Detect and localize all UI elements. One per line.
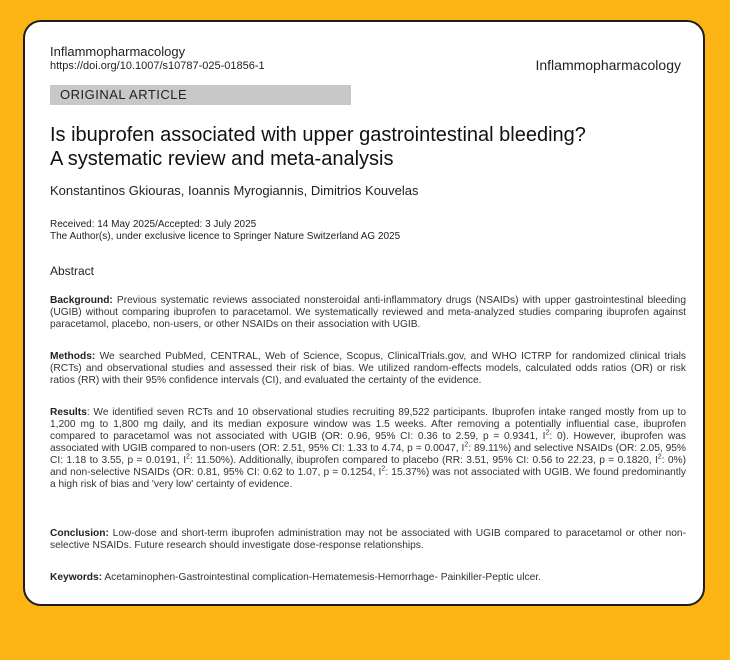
doi-link[interactable]: https://doi.org/10.1007/s10787-025-01856-1 [50,60,265,72]
superscript-2: 2 [464,441,469,449]
results-text-6: : 15.37%) was not associated with UGIB. We found predominantly a high risk of bias and 'very low' certainty of evidence. [50,467,686,490]
results-label: Results [50,407,87,418]
keywords-text: Acetaminophen-Gastrointestinal complication-Hematemesis-Hemorrhage- Painkiller-Peptic ulcer. [102,572,541,583]
article-type-banner: ORIGINAL ARTICLE [50,85,351,105]
background-text: Previous systematic reviews associated nonsteroidal anti-inflammatory drugs (NSAIDs) with upper gastrointestinal bleeding (UGIB) without comparing ibuprofen to paracetamol. We systematically reviewed and meta-analyzed studies comparing ibuprofen against paracetamol, placebo, non-users, or other NSAIDs on their association with UGIB. [50,295,686,330]
keywords [50,572,686,584]
title-line-2: A systematic review and meta-analysis [50,148,394,170]
article-title [50,123,690,171]
results-text-1: : We identified seven RCTs and 10 observational studies recruiting 89,522 participants. Ibuprofen intake ranged mostly from up to 1,200 mg to 1,800 mg daily, and its median exposure window was 1.5 weeks. After removing a potentially influential case, ibuprofen compared to paracetamol was not associated with UGIB (OR: 0.96, 95% CI: 0.36 to 2.59, p = 0.9341, I [50,407,686,442]
abstract-background [50,295,686,331]
journal-info [50,44,265,73]
received-accepted: Received: 14 May 2025/Accepted: 3 July 2025 [50,219,257,230]
superscript-2: 2 [545,429,550,437]
journal-header-right: Inflammopharmacology [535,57,681,73]
title-line-1: Is ibuprofen associated with upper gastrointestinal bleeding? [50,124,586,146]
abstract-methods [50,351,686,387]
superscript-2: 2 [186,453,190,461]
copyright-notice: The Author(s), under exclusive licence to Springer Nature Switzerland AG 2025 [50,231,401,242]
results-text-5: : 0%) and non-selective NSAIDs (OR: 0.81, 95% CI: 0.62 to 1.07, p = 0.1254, I [50,455,687,478]
journal-name: Inflammopharmacology [50,44,186,59]
conclusion-text: Low-dose and short-term ibuprofen administration may not be associated with UGIB compared to paracetamol or other non-selective NSAIDs. Future research should investigate dose-response relationships. [50,528,686,551]
abstract-heading: Abstract [50,264,95,278]
article-card [23,20,705,606]
methods-text: We searched PubMed, CENTRAL, Web of Science, Scopus, ClinicalTrials.gov, and WHO ICTRP for randomized clinical trials (RCTs) and observational studies and assessed their risk of bias. We utilized random-effects models, calculated odds ratios (OR) or risk ratios (RR) with their 95% confidence intervals (CI), and evaluated the certainty of the evidence. [50,351,686,386]
publication-dates [50,219,400,243]
conclusion-label: Conclusion: [50,528,109,539]
results-text-2: : 0). However, ibuprofen was associated with UGIB compared to non-users (OR: 2.51, 95% CI: 1.33 to 4.74, p = 0.0047, I [50,431,686,454]
abstract-conclusion [50,528,686,552]
background-label: Background: [50,295,113,306]
methods-label: Methods: [50,351,96,362]
author-list: Konstantinos Gkiouras, Ioannis Myrogiannis, Dimitrios Kouvelas [50,183,419,198]
superscript-2: 2 [657,453,662,461]
keywords-label: Keywords: [50,572,103,583]
superscript-2: 2 [381,465,386,473]
results-text-3: : 89.11%) and selective NSAIDs (OR: 2.05, 95% CI: 1.18 to 3.55, p = 0.0191, I [50,443,686,466]
results-text-4: : 11.50%). Additionally, ibuprofen compared to placebo (RR: 3.51, 95% CI: 0.56 to 22.23, p = 0.1820, I [189,455,658,466]
abstract-results [50,407,686,491]
